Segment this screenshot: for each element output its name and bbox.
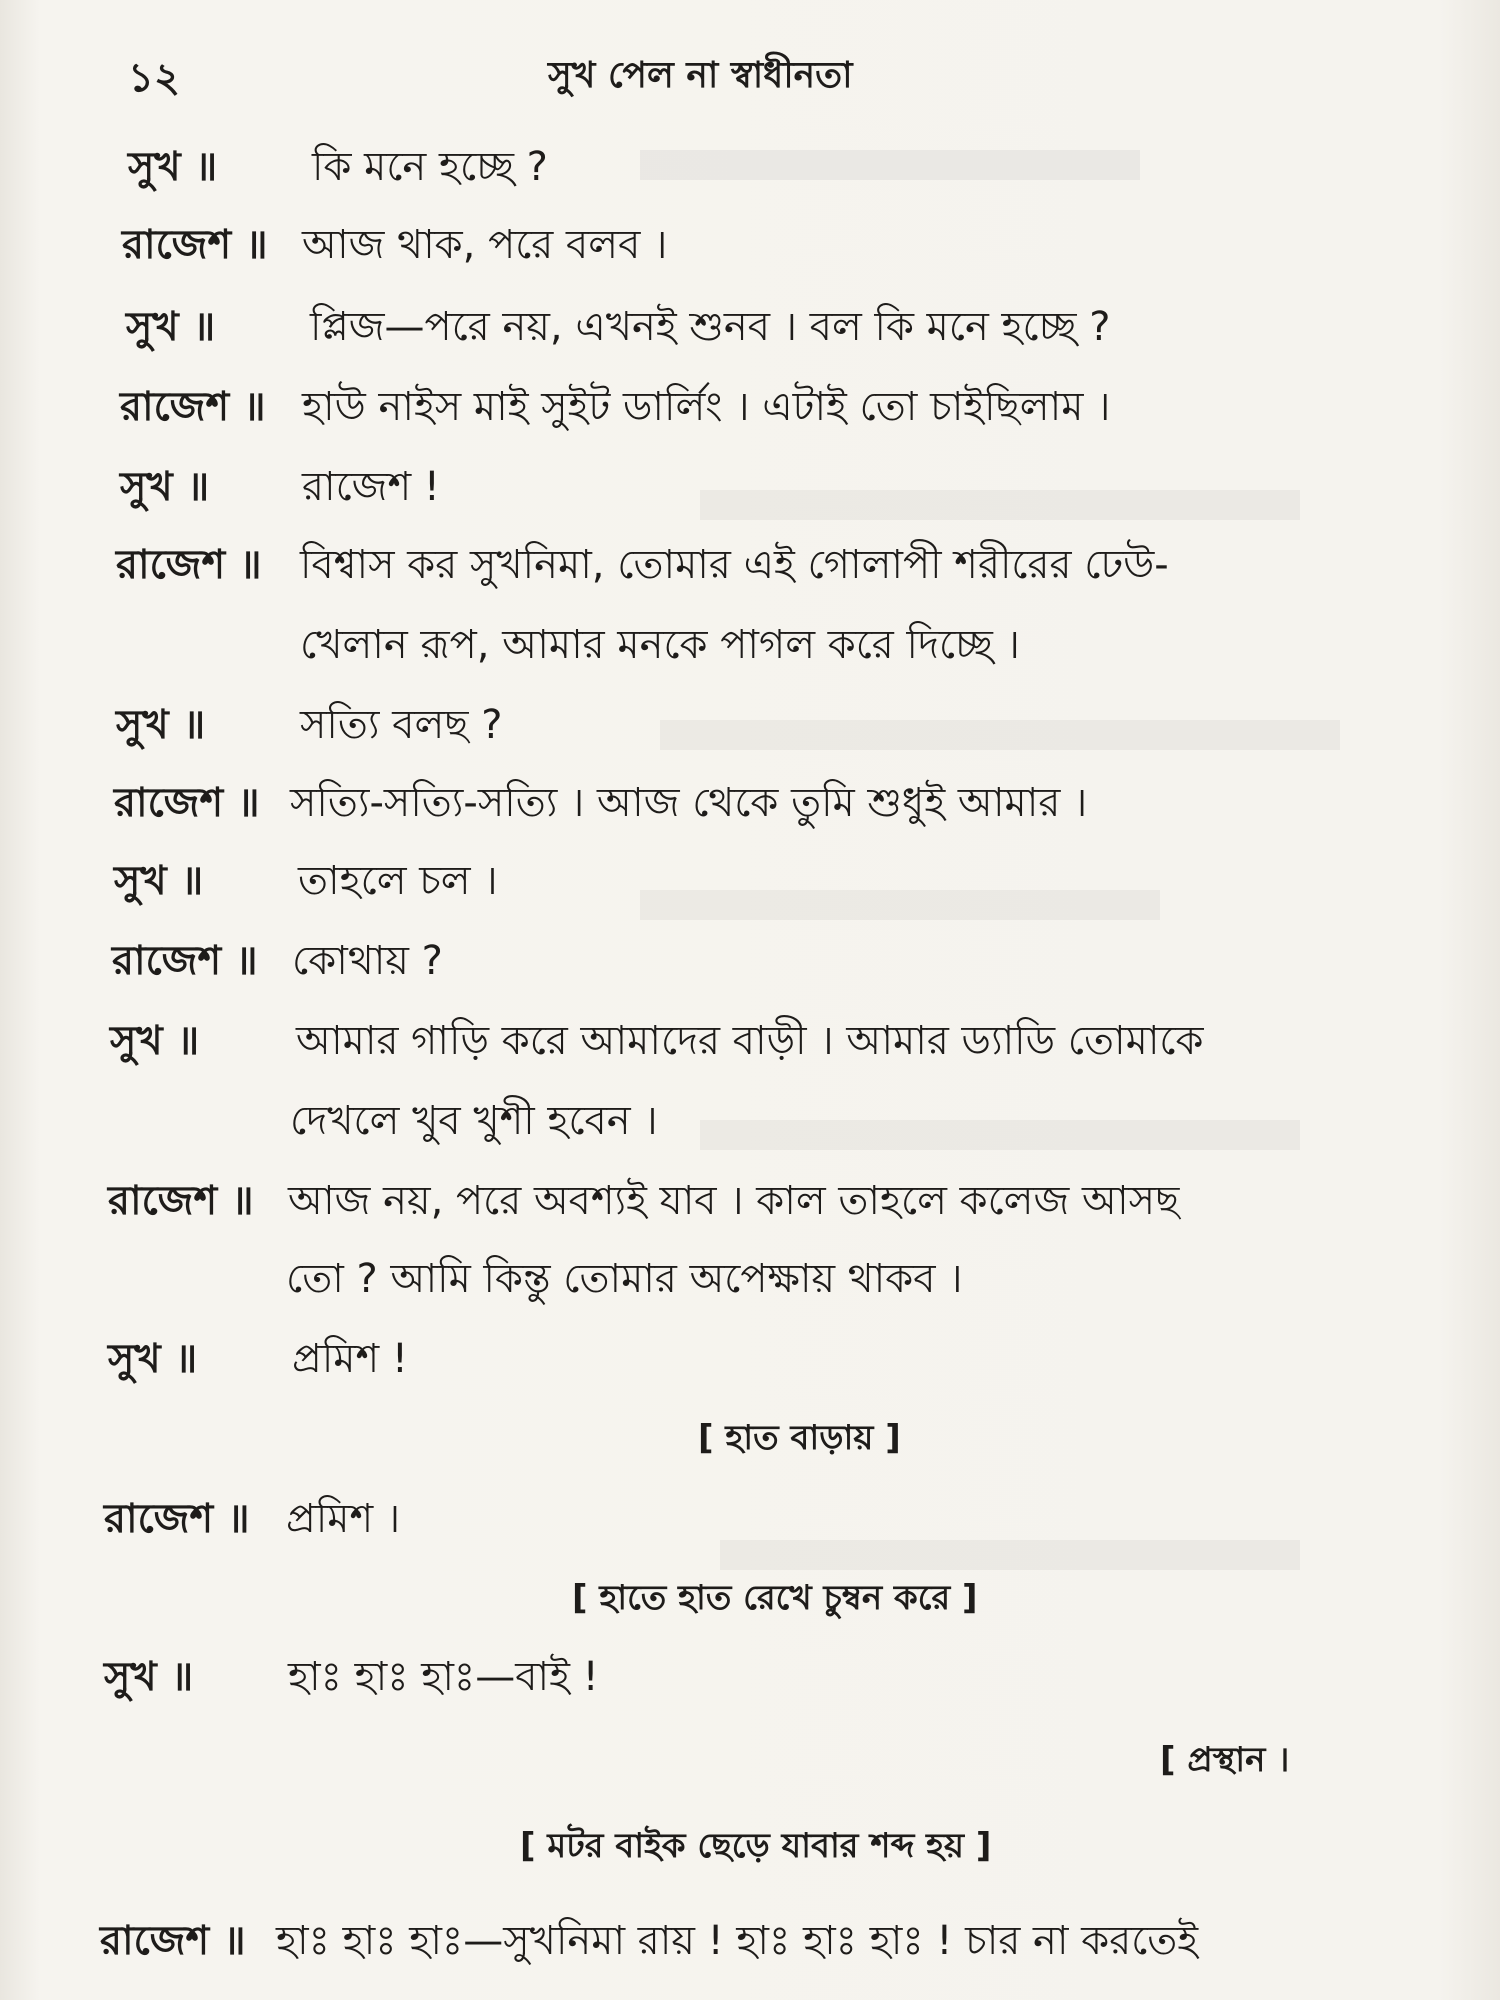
dialogue-line [0, 690, 1500, 760]
speaker-label: রাজেশ ॥ [122, 222, 268, 268]
running-title: সুখ পেল না স্বাধীনতা [548, 55, 853, 96]
speaker-label: রাজেশ ॥ [108, 1178, 254, 1224]
dialogue-line [0, 132, 1500, 202]
dialogue-text: হাউ নাইস মাই সুইট ডার্লিং । এটাই তো চাইছিলাম । [302, 384, 1111, 430]
speaker-label: সুখ ॥ [110, 1018, 200, 1064]
dialogue-line [0, 1484, 1500, 1554]
dialogue-line [0, 1244, 1500, 1314]
dialogue-text: সত্যি-সত্যি-সত্যি । আজ থেকে তুমি শুধুই আমার । [290, 780, 1088, 826]
speaker-label: রাজেশ ॥ [100, 1918, 246, 1964]
dialogue-text: হাঃ হাঃ হাঃ—সুখনিমা রায় ! হাঃ হাঃ হাঃ ! চার না করতেই [276, 1918, 1199, 1964]
stage-direction: [ প্রস্থান । [1160, 1740, 1290, 1780]
dialogue-text: প্রমিশ ! [292, 1336, 408, 1382]
dialogue-text: প্রমিশ । [286, 1496, 401, 1542]
speaker-label: সুখ ॥ [104, 1654, 194, 1700]
stage-direction: [ হাত বাড়ায় ] [698, 1418, 901, 1458]
dialogue-text: আমার গাড়ি করে আমাদের বাড়ী । আমার ড্যাডি তোমাকে [296, 1018, 1204, 1064]
speaker-label: রাজেশ ॥ [114, 780, 260, 826]
speaker-label: সুখ ॥ [114, 858, 204, 904]
dialogue-text: প্লিজ—পরে নয়, এখনই শুনব । বল কি মনে হচ্ছে ? [310, 304, 1111, 350]
dialogue-line [0, 1642, 1500, 1712]
dialogue-text: সত্যি বলছ ? [300, 702, 503, 748]
dialogue-line [0, 768, 1500, 838]
dialogue-line [0, 1006, 1500, 1076]
dialogue-line [0, 1324, 1500, 1394]
dialogue-line [0, 292, 1500, 362]
speaker-label: রাজেশ ॥ [104, 1496, 250, 1542]
speaker-label: সুখ ॥ [116, 702, 206, 748]
speaker-label: সুখ ॥ [120, 464, 210, 510]
dialogue-text: বিশ্বাস কর সুখনিমা, তোমার এই গোলাপী শরীরের ঢেউ- [300, 542, 1169, 588]
dialogue-line [0, 372, 1500, 442]
speaker-label: রাজেশ ॥ [120, 384, 266, 430]
dialogue-text: তাহলে চল । [298, 858, 498, 904]
dialogue-text: হাঃ হাঃ হাঃ—বাই ! [288, 1654, 599, 1700]
dialogue-line [0, 1166, 1500, 1236]
dialogue-text: আজ থাক, পরে বলব । [302, 222, 668, 268]
dialogue-text: খেলান রূপ, আমার মনকে পাগল করে দিচ্ছে । [300, 622, 1020, 668]
dialogue-text: দেখলে খুব খুশী হবেন । [290, 1098, 658, 1144]
dialogue-text: তো ? আমি কিন্তু তোমার অপেক্ষায় থাকব । [286, 1256, 963, 1302]
dialogue-line [0, 610, 1500, 680]
speaker-label: সুখ ॥ [108, 1336, 198, 1382]
dialogue-text: কি মনে হচ্ছে ? [312, 144, 548, 190]
speaker-label: রাজেশ ॥ [112, 938, 258, 984]
dialogue-line [0, 1086, 1500, 1156]
dialogue-text: রাজেশ ! [302, 464, 440, 510]
dialogue-line [0, 530, 1500, 600]
speaker-label: সুখ ॥ [128, 144, 218, 190]
dialogue-line [0, 452, 1500, 522]
dialogue-text: আজ নয়, পরে অবশ্যই যাব । কাল তাহলে কলেজ আসছ [288, 1178, 1180, 1224]
dialogue-line [0, 210, 1500, 280]
dialogue-text: কোথায় ? [292, 938, 443, 984]
dialogue-line [0, 926, 1500, 996]
stage-direction: [ হাতে হাত রেখে চুম্বন করে ] [572, 1578, 978, 1618]
dialogue-line [0, 846, 1500, 916]
page-number: ১২ [128, 55, 180, 101]
stage-direction: [ মটর বাইক ছেড়ে যাবার শব্দ হয় ] [520, 1826, 992, 1866]
speaker-label: সুখ ॥ [126, 304, 216, 350]
dialogue-line [0, 1906, 1500, 1976]
speaker-label: রাজেশ ॥ [116, 542, 262, 588]
